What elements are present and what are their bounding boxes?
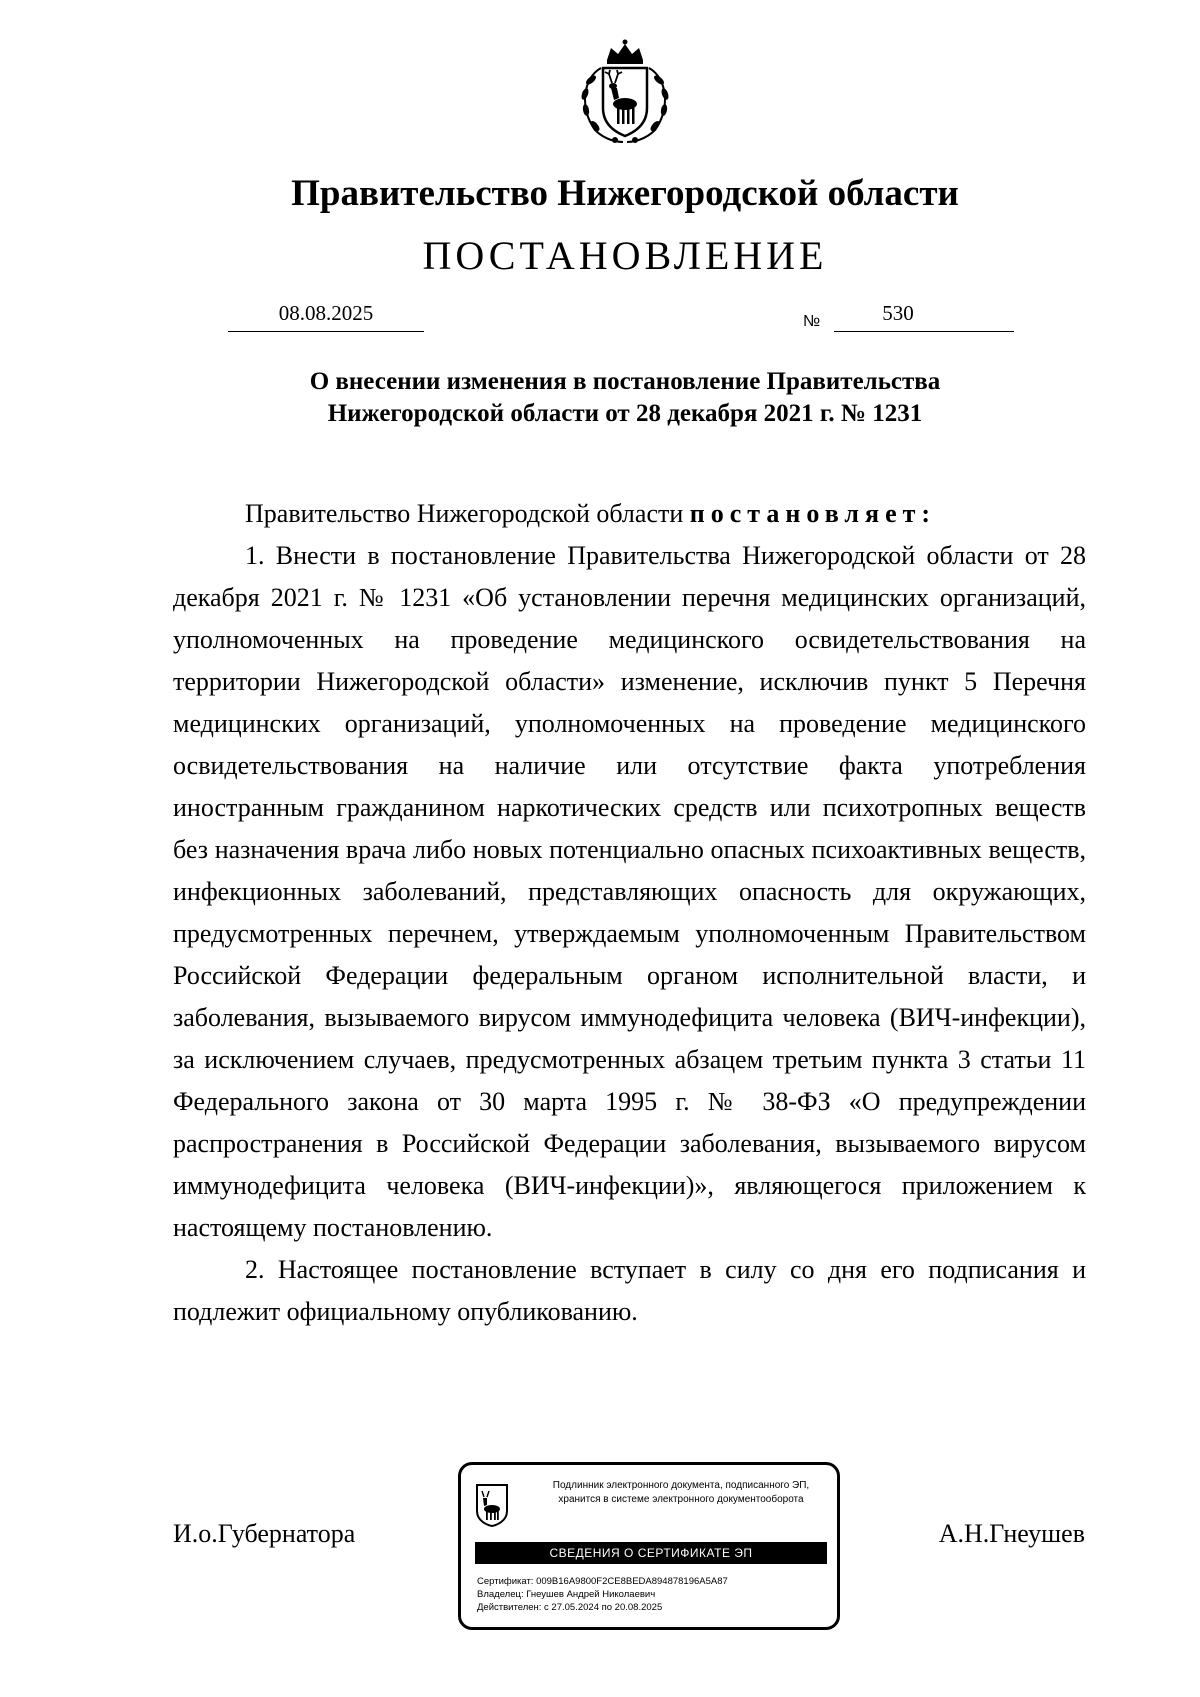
stamp-emblem-icon	[475, 1483, 509, 1527]
signatory-role: И.о.Губернатора	[173, 1519, 356, 1548]
certificate-validity: Действителен: с 27.05.2024 по 20.08.2025	[477, 1602, 663, 1613]
clause-2-paragraph: 2. Настоящее постановление вступает в силу со дня его подписания и подлежит официальному опубликованию.	[173, 1255, 1086, 1326]
date-underline	[228, 331, 424, 332]
resolves-word: постановляет:	[689, 499, 937, 528]
subject-line-2: Нижегородской области от 28 декабря 2021 г. № 1231	[327, 400, 923, 427]
crown-icon	[607, 40, 643, 65]
document-date: 08.08.2025	[278, 301, 374, 325]
document-number: 530	[882, 301, 914, 325]
government-title: Правительство Нижегородской области	[291, 173, 959, 214]
electronic-signature-stamp	[458, 1462, 840, 1630]
certificate-serial: Сертификат: 009B16A9800F2CE8BEDA894878196A5A87	[477, 1576, 728, 1587]
certificate-header-bar: СВЕДЕНИЯ О СЕРТИФИКАТЕ ЭП	[475, 1542, 827, 1564]
certificate-details	[477, 1575, 728, 1614]
document-subject	[150, 366, 1100, 430]
stamp-note-line-1: Подлинник электронного документа, подписанного ЭП,	[552, 1480, 810, 1491]
subject-line-1: О внесении изменения в постановление Правительства	[309, 368, 941, 395]
preamble-text: Правительство Нижегородской области	[245, 499, 690, 528]
certificate-owner: Владелец: Гнеушев Андрей Николаевич	[477, 1589, 656, 1600]
preamble-paragraph	[173, 493, 1086, 535]
document-body	[173, 493, 1086, 1333]
stamp-note-line-2: хранится в системе электронного документооборота	[558, 1494, 804, 1505]
coat-of-arms-emblem	[565, 38, 685, 148]
signatory-name: А.Н.Гнеушев	[938, 1519, 1085, 1548]
clause-1-paragraph: 1. Внести в постановление Правительства Нижегородской области от 28 декабря 2021 г. № 1231 «Об установлении перечня медицинских организаций, уполномоченных на проведение медицинского освидетельствования на территории Нижегородской области» изменение, исключив пункт 5 Перечня медицинских организаций, уполномоченных на проведение медицинского освидетельствования на наличие или отсутствие факта употребления иностранным гражданином наркотических средств или психотропных веществ без назначения врача либо новых потенциально опасных психоактивных веществ, инфекционных заболеваний, представляющих опасность для окружающих, предусмотренных перечнем, утверждаемым уполномоченным Правительством Российской Федерации федеральным органом исполнительной власти, и заболевания, вызываемого вирусом иммунодефицита человека (ВИЧ-инфекции), за исключением случаев, предусмотренных абзацем третьим пункта 3 статьи 11 Федерального закона от 30 марта 1995 г. № 38-ФЗ «О предупреждении распространения в Российской Федерации заболевания, вызываемого вирусом иммунодефицита человека (ВИЧ-инфекции)», являющегося приложением к настоящему постановлению.	[173, 541, 1086, 1242]
stamp-note	[531, 1479, 831, 1507]
number-sign: №	[803, 313, 821, 330]
document-type-heading: ПОСТАНОВЛЕНИЕ	[422, 233, 828, 278]
number-underline	[834, 331, 1014, 332]
